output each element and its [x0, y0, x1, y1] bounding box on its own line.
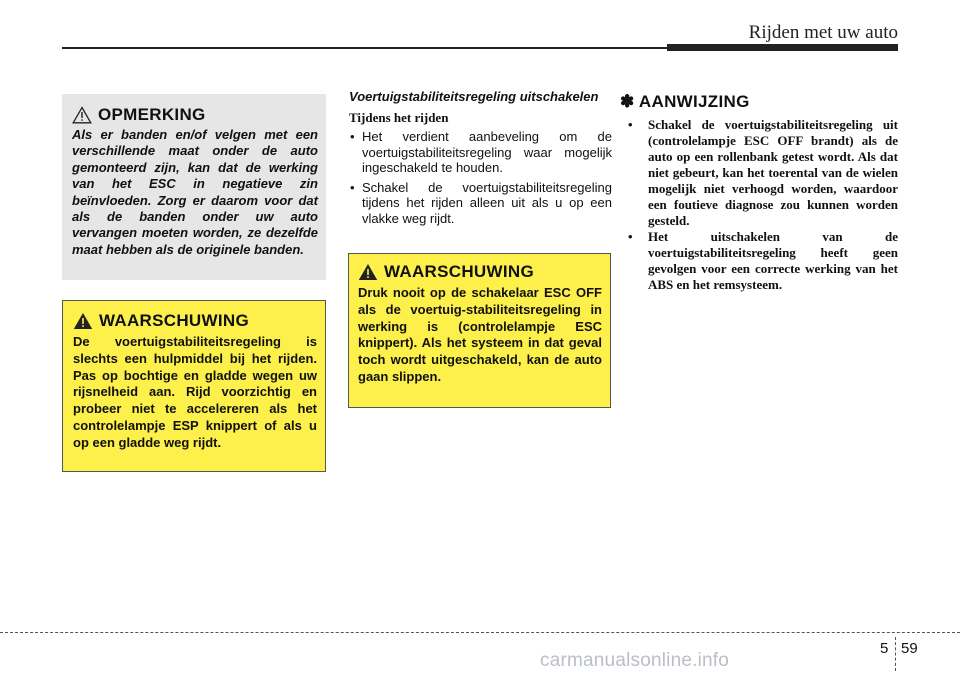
warning-box-middle-header [358, 262, 602, 282]
middle-bullet-list [349, 129, 612, 226]
warning-box-middle-text: Druk nooit op de schakelaar ESC OFF als de voertuig-stabiliteitsregeling in werking is (controlelampje ESC knippert). Als het systeem in dat geval toch wordt uitgeschakeld, kan de auto gaan slippen. [358, 285, 602, 384]
section-subtitle: Tijdens het rijden [349, 110, 449, 125]
bullet-glyph: • [628, 117, 633, 132]
warning-box-left-header [73, 311, 317, 331]
list-item-text: Het uitschakelen van de voertuigstabiliteitsregeling heeft geen gevolgen voor een correcte werking van het ABS en het remsysteem. [648, 229, 898, 292]
chapter-title: Rijden met uw auto [748, 22, 898, 43]
warning-box-left-title: WAARSCHUWING [99, 311, 249, 330]
header-rule [62, 47, 667, 49]
note-box-text: Als er banden en/of velgen met een verschillende maat onder de auto gemonteerd zijn, kan dat de werking van het ESC in negatieve zin beïnvloeden. Zorg er daarom voor dat als de banden onder uw auto vervangen moeten worden, ze dezelfde maat hebben als de originele banden. [72, 127, 318, 257]
warning-box-left-text: De voertuigstabiliteitsregeling is slechts een hulpmiddel bij het rijden. Pas op bochtige en gladde wegen uw rijsnelheid aan. Rijd voorzichtig en probeer niet te accelereren als het controlelampje ESP knippert of als u op een gladde weg rijdt. [73, 334, 317, 450]
list-item [620, 117, 898, 229]
header-bar [667, 44, 898, 51]
bullet-glyph: • [350, 129, 355, 144]
list-item-text: Schakel de voertuigstabiliteitsregeling uit (controlelampje ESC OFF brandt) als de auto op een rollenbank getest wordt. Als dat niet gebeurt, kan het toerental van de wielen mogelijk niet verhoogd worden, waardoor een foutieve diagnose zou kunnen worden gesteld. [648, 117, 898, 228]
list-item [620, 229, 898, 293]
warning-triangle-icon [72, 106, 92, 124]
warning-box-middle-title: WAARSCHUWING [384, 262, 534, 281]
right-bullet-list [620, 117, 898, 293]
note-box-header [72, 105, 318, 125]
middle-column [349, 90, 612, 230]
list-item-text: Schakel de voertuigstabiliteitsregeling tijdens het rijden alleen uit als u op een vlakke weg rijdt. [362, 179, 612, 226]
list-item [349, 129, 612, 176]
footer-divider [895, 637, 896, 671]
tip-heading: ✽ AANWIJZING [620, 92, 750, 111]
page-number: 59 [901, 640, 918, 657]
chapter-number: 5 [880, 640, 889, 657]
bullet-glyph: • [628, 229, 633, 244]
footer-rule [0, 632, 960, 633]
right-column [620, 92, 898, 293]
warning-box-middle [348, 253, 611, 408]
bullet-glyph: • [350, 179, 355, 195]
section-title: Voertuigstabiliteitsregeling uitschakelen [349, 89, 599, 104]
note-box-title: OPMERKING [98, 105, 206, 124]
warning-triangle-icon [358, 263, 378, 281]
watermark: carmanualsonline.info [540, 650, 730, 671]
note-box [62, 94, 326, 280]
warning-triangle-icon [73, 312, 93, 330]
list-item-text: Het verdient aanbeveling om de voertuigstabiliteitsregeling waar mogelijk ingeschakeld te houden. [362, 129, 612, 175]
list-item [349, 180, 612, 227]
warning-box-left [62, 300, 326, 472]
